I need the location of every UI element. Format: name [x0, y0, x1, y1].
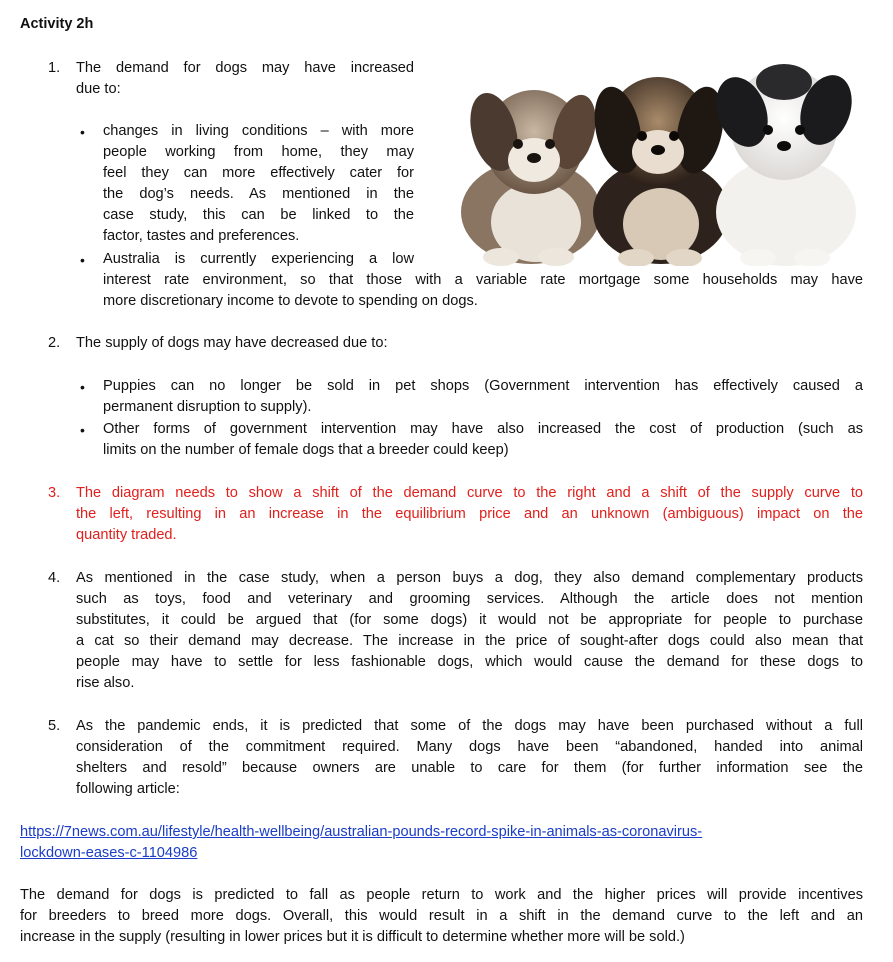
closing-line: for breeders to breed more dogs. Overall, this would result in a shift in the demand curve to the left and an [20, 908, 863, 924]
q5-answer-line: consideration of the commitment required. Many dogs have been “abandoned, handed into animal [76, 739, 863, 755]
q5-answer [76, 716, 863, 800]
bullet-icon: • [80, 124, 85, 140]
q2-bullet-1 [103, 376, 863, 418]
q1-intro [76, 58, 414, 100]
q1-intro-line: The demand for dogs may have increased [76, 60, 414, 76]
bullet-icon: • [80, 252, 85, 268]
q1-bullet-1 [103, 121, 414, 247]
q1-bullet-2-line: more discretionary income to devote to spending on dogs. [103, 293, 478, 309]
q1-bullet-1-line: changes in living conditions – with more [103, 123, 414, 139]
q3-answer [76, 483, 863, 546]
closing-paragraph [20, 885, 863, 948]
news-article-link-line[interactable]: lockdown-eases-c-1104986 [20, 845, 198, 861]
q1-bullet-1-line: case study, this can be linked to the [103, 207, 414, 223]
puppy-right-icon [707, 64, 861, 266]
closing-line: The demand for dogs is predicted to fall as people return to work and the higher prices will provide incentives [20, 887, 863, 903]
q4-answer-line: a cat so their demand may decrease. The increase in the price of sought-after dogs could also mean that [76, 633, 863, 649]
q4-answer-line: substitutes, it could be argued that (for some dogs) it would not be appropriate for people to purchase [76, 612, 863, 628]
q3-number: 3. [48, 485, 61, 501]
q5-answer-line: following article: [76, 781, 180, 797]
q1-bullet-1-line: the dog’s needs. As mentioned in the [103, 186, 414, 202]
q5-answer-line: shelters and resold” because owners are unable to care for them (for further information see the [76, 760, 863, 776]
puppy-middle-icon [587, 77, 730, 266]
bullet-icon: • [80, 379, 85, 395]
q2-bullet-1-line: permanent disruption to supply). [103, 399, 312, 415]
q2-intro: The supply of dogs may have decreased due to: [76, 335, 388, 351]
closing-line: increase in the supply (resulting in lower prices but it is difficult to determine whether more will be sold.) [20, 929, 685, 945]
q1-bullet-2-line: Australia is currently experiencing a low [103, 251, 414, 267]
news-article-link-line[interactable]: https://7news.com.au/lifestyle/health-wellbeing/australian-pounds-record-spike-in-animals-as-coronavirus- [20, 824, 703, 840]
q2-bullet-2-line: Other forms of government intervention may have also increased the cost of production (such as [103, 421, 863, 437]
q1-bullet-1-line: factor, tastes and preferences. [103, 228, 300, 244]
q1-intro-line: due to: [76, 81, 121, 97]
q1-bullet-2-line: interest rate environment, so that those with a variable rate mortgage some households may have [103, 272, 863, 288]
q3-answer-line: quantity traded. [76, 527, 177, 543]
q4-answer [76, 568, 863, 694]
q5-number: 5. [48, 718, 61, 734]
q1-bullet-1-line: feel they can more effectively cater for [103, 165, 414, 181]
q2-bullet-2 [103, 419, 863, 461]
q4-number: 4. [48, 570, 61, 586]
q4-answer-line: such as toys, food and veterinary and grooming services. Although the article does not mention [76, 591, 863, 607]
news-article-link[interactable] [20, 822, 850, 864]
q5-answer-line: As the pandemic ends, it is predicted that some of the dogs may have been purchased without a full [76, 718, 863, 734]
q4-answer-line: people may have to settle for less fashionable dogs, which would cause the demand for these dogs to [76, 654, 863, 670]
bullet-icon: • [80, 422, 85, 438]
q2-bullet-2-line: limits on the number of female dogs that a breeder could keep) [103, 442, 509, 458]
activity-title: Activity 2h [20, 16, 94, 32]
q3-answer-line: the left, resulting in an increase in the equilibrium price and an unknown (ambiguous) impact on the [76, 506, 863, 522]
q3-answer-line: The diagram needs to show a shift of the demand curve to the right and a shift of the supply curve to [76, 485, 863, 501]
three-puppies-photo [446, 52, 866, 266]
q1-number: 1. [48, 60, 61, 76]
puppy-left-icon [461, 88, 603, 266]
q4-answer-line: As mentioned in the case study, when a person buys a dog, they also demand complementary products [76, 570, 863, 586]
q2-number: 2. [48, 335, 61, 351]
q2-bullet-1-line: Puppies can no longer be sold in pet shops (Government intervention has effectively caused a [103, 378, 863, 394]
q1-bullet-1-line: people working from home, they may [103, 144, 414, 160]
q4-answer-line: rise also. [76, 675, 135, 691]
